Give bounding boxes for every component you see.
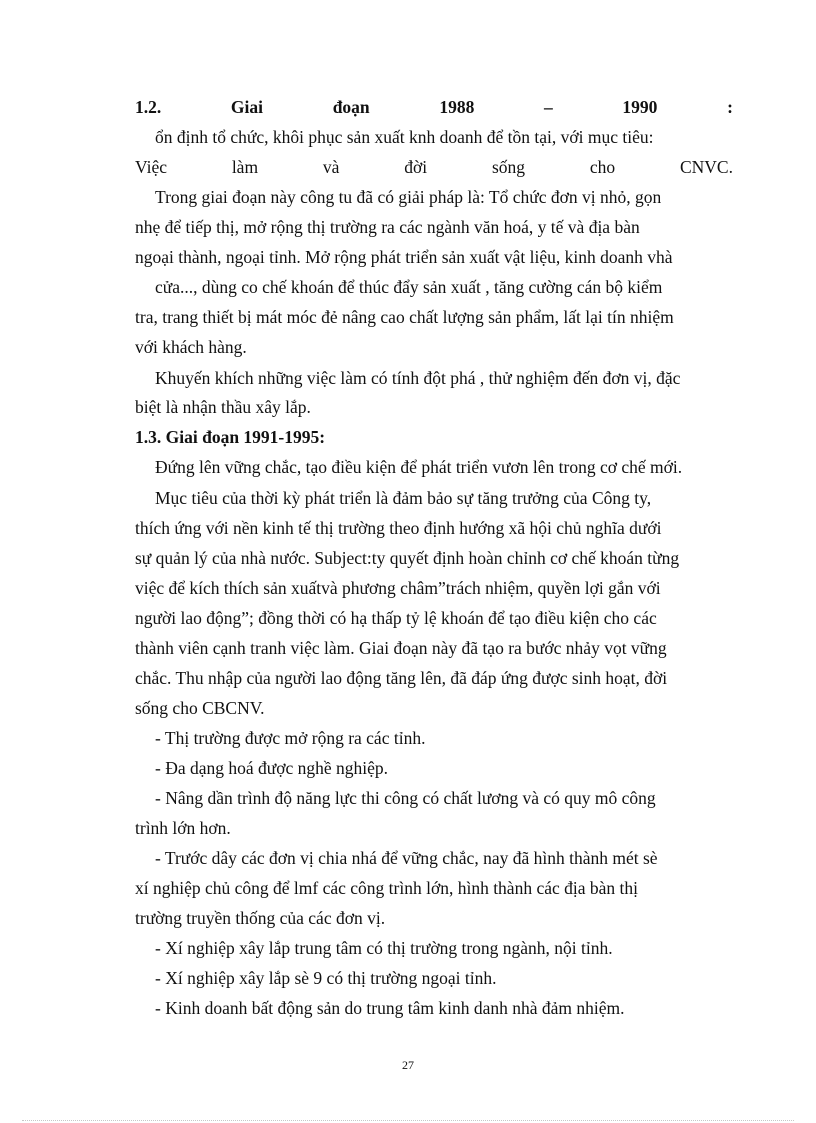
word: làm	[231, 157, 259, 177]
bullet-item: - Thị trường được mở rộng ra các tỉnh.	[155, 728, 426, 748]
word: CNVC.	[679, 157, 733, 177]
paragraph-line: với khách hàng.	[135, 337, 247, 357]
paragraph-line: Đứng lên vững chắc, tạo điều kiện để phát triển vươn lên trong cơ chế mới.	[155, 457, 683, 477]
heading-1-2	[135, 96, 733, 118]
word: và	[322, 157, 340, 177]
paragraph-line: thành viên cạnh tranh việc làm. Giai đoạn này đã tạo ra bước nhảy vọt vững	[135, 638, 667, 658]
word: sống	[491, 157, 526, 177]
heading-1-2-dash: –	[544, 97, 553, 117]
paragraph-line: người lao động”; đồng thời có hạ thấp tỷ lệ khoán để tạo điều kiện cho các	[135, 608, 657, 628]
bullet-item-continuation: trường truyền thống của các đơn vị.	[135, 908, 386, 928]
heading-1-2-year-end: 1990	[622, 97, 658, 117]
word: Việc	[135, 157, 167, 177]
bullet-item: - Trước dây các đơn vị chia nhá để vững chắc, nay đã hình thành mét sè	[155, 848, 658, 868]
paragraph-line-justified	[135, 156, 733, 178]
paragraph-line: chắc. Thu nhập của người lao động tăng lên, đã đáp ứng được sinh hoạt, đời	[135, 668, 668, 688]
word: đời	[404, 157, 428, 177]
heading-1-2-year-start: 1988	[439, 97, 475, 117]
heading-1-2-colon: :	[727, 97, 733, 117]
paragraph-line: nhẹ để tiếp thị, mở rộng thị trường ra các ngành văn hoá, y tế và địa bàn	[135, 217, 640, 237]
heading-1-2-word: Giai	[230, 97, 264, 117]
heading-1-2-word: đoạn	[332, 97, 370, 117]
paragraph-line: thích ứng với nền kinh tế thị trường theo định hướng xã hội chủ nghĩa dưới	[135, 518, 662, 538]
bullet-item: - Xí nghiệp xây lắp trung tâm có thị trường trong ngành, nội tỉnh.	[155, 938, 613, 958]
paragraph-line: sống cho CBCNV.	[135, 698, 265, 718]
paragraph-line: cửa..., dùng co chế khoán để thúc đẩy sản xuất , tăng cường cán bộ kiểm	[155, 277, 663, 297]
paragraph-line: ngoại thành, ngoại tỉnh. Mở rộng phát triển sản xuất vật liệu, kinh doanh vhà	[135, 247, 673, 267]
page-bottom-rule	[22, 1120, 794, 1121]
bullet-item: - Xí nghiệp xây lắp sè 9 có thị trường ngoại tỉnh.	[155, 968, 497, 988]
bullet-item: - Nâng dần trình độ năng lực thi công có chất lương và có quy mô công	[155, 788, 656, 808]
bullet-item-continuation: xí nghiệp chủ công để lmf các công trình lớn, hình thành các địa bàn thị	[135, 878, 638, 898]
bullet-item: - Kinh doanh bất động sản do trung tâm kinh danh nhà đảm nhiệm.	[155, 998, 625, 1018]
paragraph-line: Khuyến khích những việc làm có tính đột phá , thử nghiệm đến đơn vị, đặc	[155, 368, 681, 388]
word: cho	[589, 157, 616, 177]
paragraph-line: tra, trang thiết bị mát móc đẻ nâng cao chất lượng sản phẩm, lất lại tín nhiệm	[135, 307, 674, 327]
paragraph-line: biệt là nhận thầu xây lắp.	[135, 397, 311, 417]
bullet-item-continuation: trình lớn hơn.	[135, 818, 231, 838]
paragraph-line: Trong giai đoạn này công tu đã có giải pháp là: Tổ chức đơn vị nhỏ, gọn	[155, 187, 662, 207]
heading-1-2-number: 1.2.	[135, 97, 162, 117]
bullet-item: - Đa dạng hoá được nghề nghiệp.	[155, 758, 389, 778]
heading-1-3: 1.3. Giai đoạn 1991-1995:	[135, 427, 326, 447]
paragraph-line: việc để kích thích sản xuấtvà phương châm”trách nhiệm, quyền lợi gắn với	[135, 578, 661, 598]
page-number: 27	[402, 1058, 414, 1072]
paragraph-line: sự quản lý của nhà nước. Subject:ty quyết định hoàn chỉnh cơ chế khoán từng	[135, 548, 680, 568]
paragraph-line: Mục tiêu của thời kỳ phát triển là đảm bảo sự tăng trưởng của Công ty,	[155, 488, 652, 508]
paragraph-line: ổn định tổ chức, khôi phục sản xuất knh doanh để tồn tại, với mục tiêu:	[155, 127, 654, 147]
